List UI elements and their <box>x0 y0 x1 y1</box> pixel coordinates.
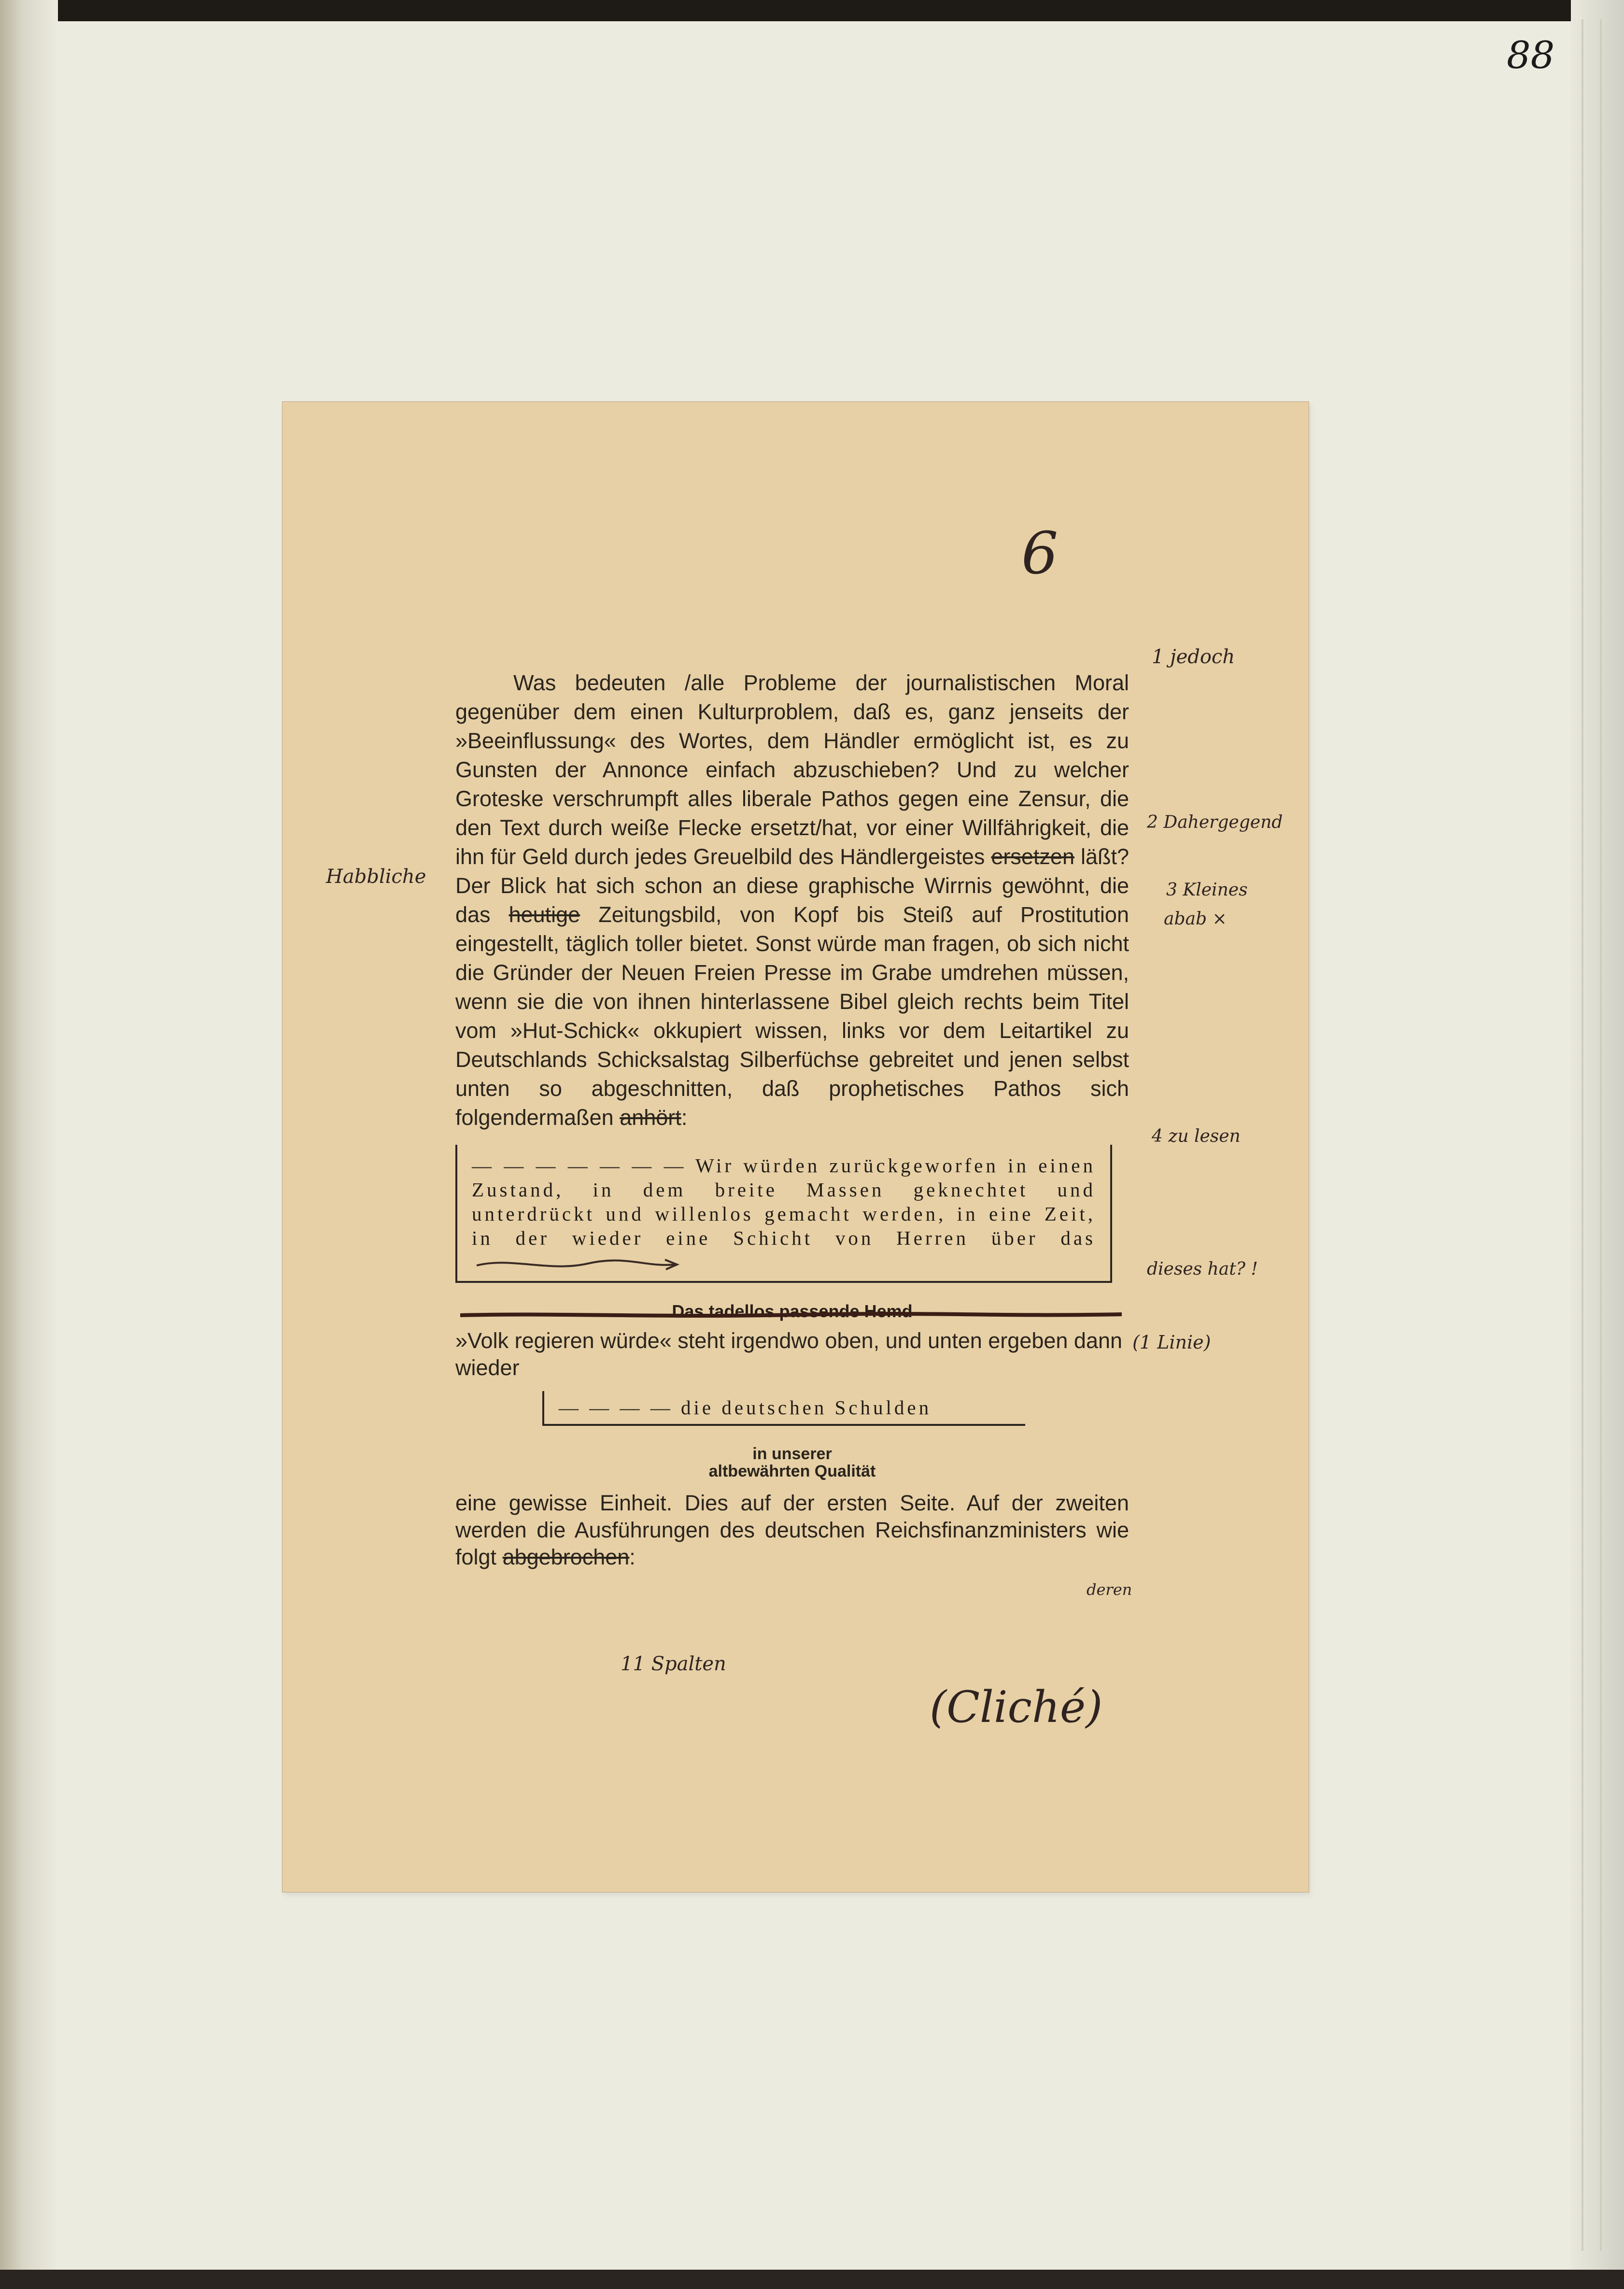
scribbled-strike-icon <box>460 1312 1122 1319</box>
margin-note-right-2: 2 Dahergegend <box>1147 812 1283 832</box>
folio-number: 88 <box>1507 34 1555 77</box>
quoted-box <box>455 1145 1112 1283</box>
paragraph-3-struck: abgebrochen <box>502 1545 630 1569</box>
paragraph-3 <box>455 1490 1129 1571</box>
margin-note-left: Habbliche <box>326 866 426 888</box>
paragraph-1-segment: Was bedeuten <box>513 670 685 695</box>
paragraph-1-segment: hat, vor einer Willfährigkeit, die ihn für Geld durch jedes Greuelbild des Händlergeistes <box>455 815 1129 869</box>
paragraph-1-segment: Zeitungsbild, von Kopf bis Steiß auf Prostitution eingestellt, täglich toller bietet. Sonst würde man fragen, ob sich nicht die Gründer der Neuen Freien Presse im Grabe umdrehen müssen, wenn sie die von ihnen hinterlassene Bibel gleich rechts beim Titel vom »Hut-Schick« okkupiert wissen, links vor dem Leitartikel zu Deutschlands Schicksalstag Silberfüchse gebreitet und jenen selbst unten so abgeschnitten, daß prophetisches Pathos sich folgendermaßen <box>455 902 1129 1130</box>
quoted-box-text: — — — — — — — Wir würden zurückgeworfen in einen Zustand, in dem breite Massen geknechtet und unterdrückt und willenlos gemacht werden, in eine Zeit, in der wieder eine Schicht von Herren über das <box>472 1154 1096 1249</box>
scan-bottom-border <box>0 2270 1624 2289</box>
margin-note-right-1: 1 jedoch <box>1152 646 1235 668</box>
printed-text-block <box>455 668 1129 1571</box>
handwritten-instruction-columns: 11 Spalten <box>621 1653 726 1675</box>
page-edge-line <box>1600 19 1602 2251</box>
pasted-proof-sheet <box>282 402 1309 1892</box>
paragraph-1 <box>455 668 1129 1132</box>
book-binding-gutter <box>0 0 58 2289</box>
paragraph-1-segment: / <box>816 815 822 840</box>
margin-note-right-6: dieses hat? ! <box>1147 1259 1258 1279</box>
paragraph-1-segment: alle Probleme der journalistischen Moral gegenüber dem einen Kulturproblem, daß es, ganz jenseits der »Beeinflussung« des Wortes, dem Händler ermöglicht ist, es zu Gunsten der Annonce einfach abzuschieben? Und zu welcher Groteske verschrumpft alles liberale Pathos gegen eine Zensur, die den Text durch weiße Flecke ersetzt <box>455 670 1129 840</box>
handwritten-cliche-note: (Cliché) <box>930 1682 1103 1733</box>
paragraph-3-main: eine gewisse Einheit. Dies auf der ersten Seite. Auf der zweiten werden die Ausführungen des deutschen Reichsfinanzministers wie folgt <box>455 1491 1129 1569</box>
headline <box>455 1301 1129 1322</box>
struck-word: anhört <box>620 1105 681 1130</box>
struck-word: heutige <box>508 902 580 927</box>
paragraph-1-segment: läßt? Der Blick hat sich schon an diese graphische Wirrnis gewöhnt, die das <box>455 844 1129 927</box>
paragraph-3-end: : <box>629 1545 635 1569</box>
paragraph-1-segment: / <box>684 670 691 695</box>
sheet-number-mark: 6 <box>1021 520 1059 587</box>
schulden-box-text: — — — — die deutschen Schulden <box>559 1396 932 1419</box>
page-edge-line <box>1582 19 1583 2251</box>
margin-note-right-7: (1 Linie) <box>1132 1332 1211 1353</box>
subhead-line-2: altbewährten Qualität <box>708 1462 876 1480</box>
margin-note-right-8: deren <box>1087 1580 1132 1599</box>
struck-word: ersetzen <box>991 844 1074 869</box>
subhead-line-1: in unserer <box>752 1445 832 1463</box>
paragraph-2: »Volk regieren würde« steht irgendwo oben, und unten ergeben dann wieder <box>455 1328 1123 1380</box>
margin-note-right-5: 4 zu lesen <box>1152 1126 1241 1146</box>
paragraph-1-segment: : <box>681 1105 688 1130</box>
margin-note-right-4: abab × <box>1164 909 1227 929</box>
headline-text: Das tadellos passende Hemd <box>672 1301 913 1321</box>
page-stack-edge <box>1571 0 1624 2289</box>
scan-top-border <box>0 0 1624 21</box>
margin-note-right-3: 3 Kleines <box>1166 880 1248 900</box>
schulden-box <box>542 1391 1025 1426</box>
handwritten-arrow-icon <box>472 1255 684 1274</box>
